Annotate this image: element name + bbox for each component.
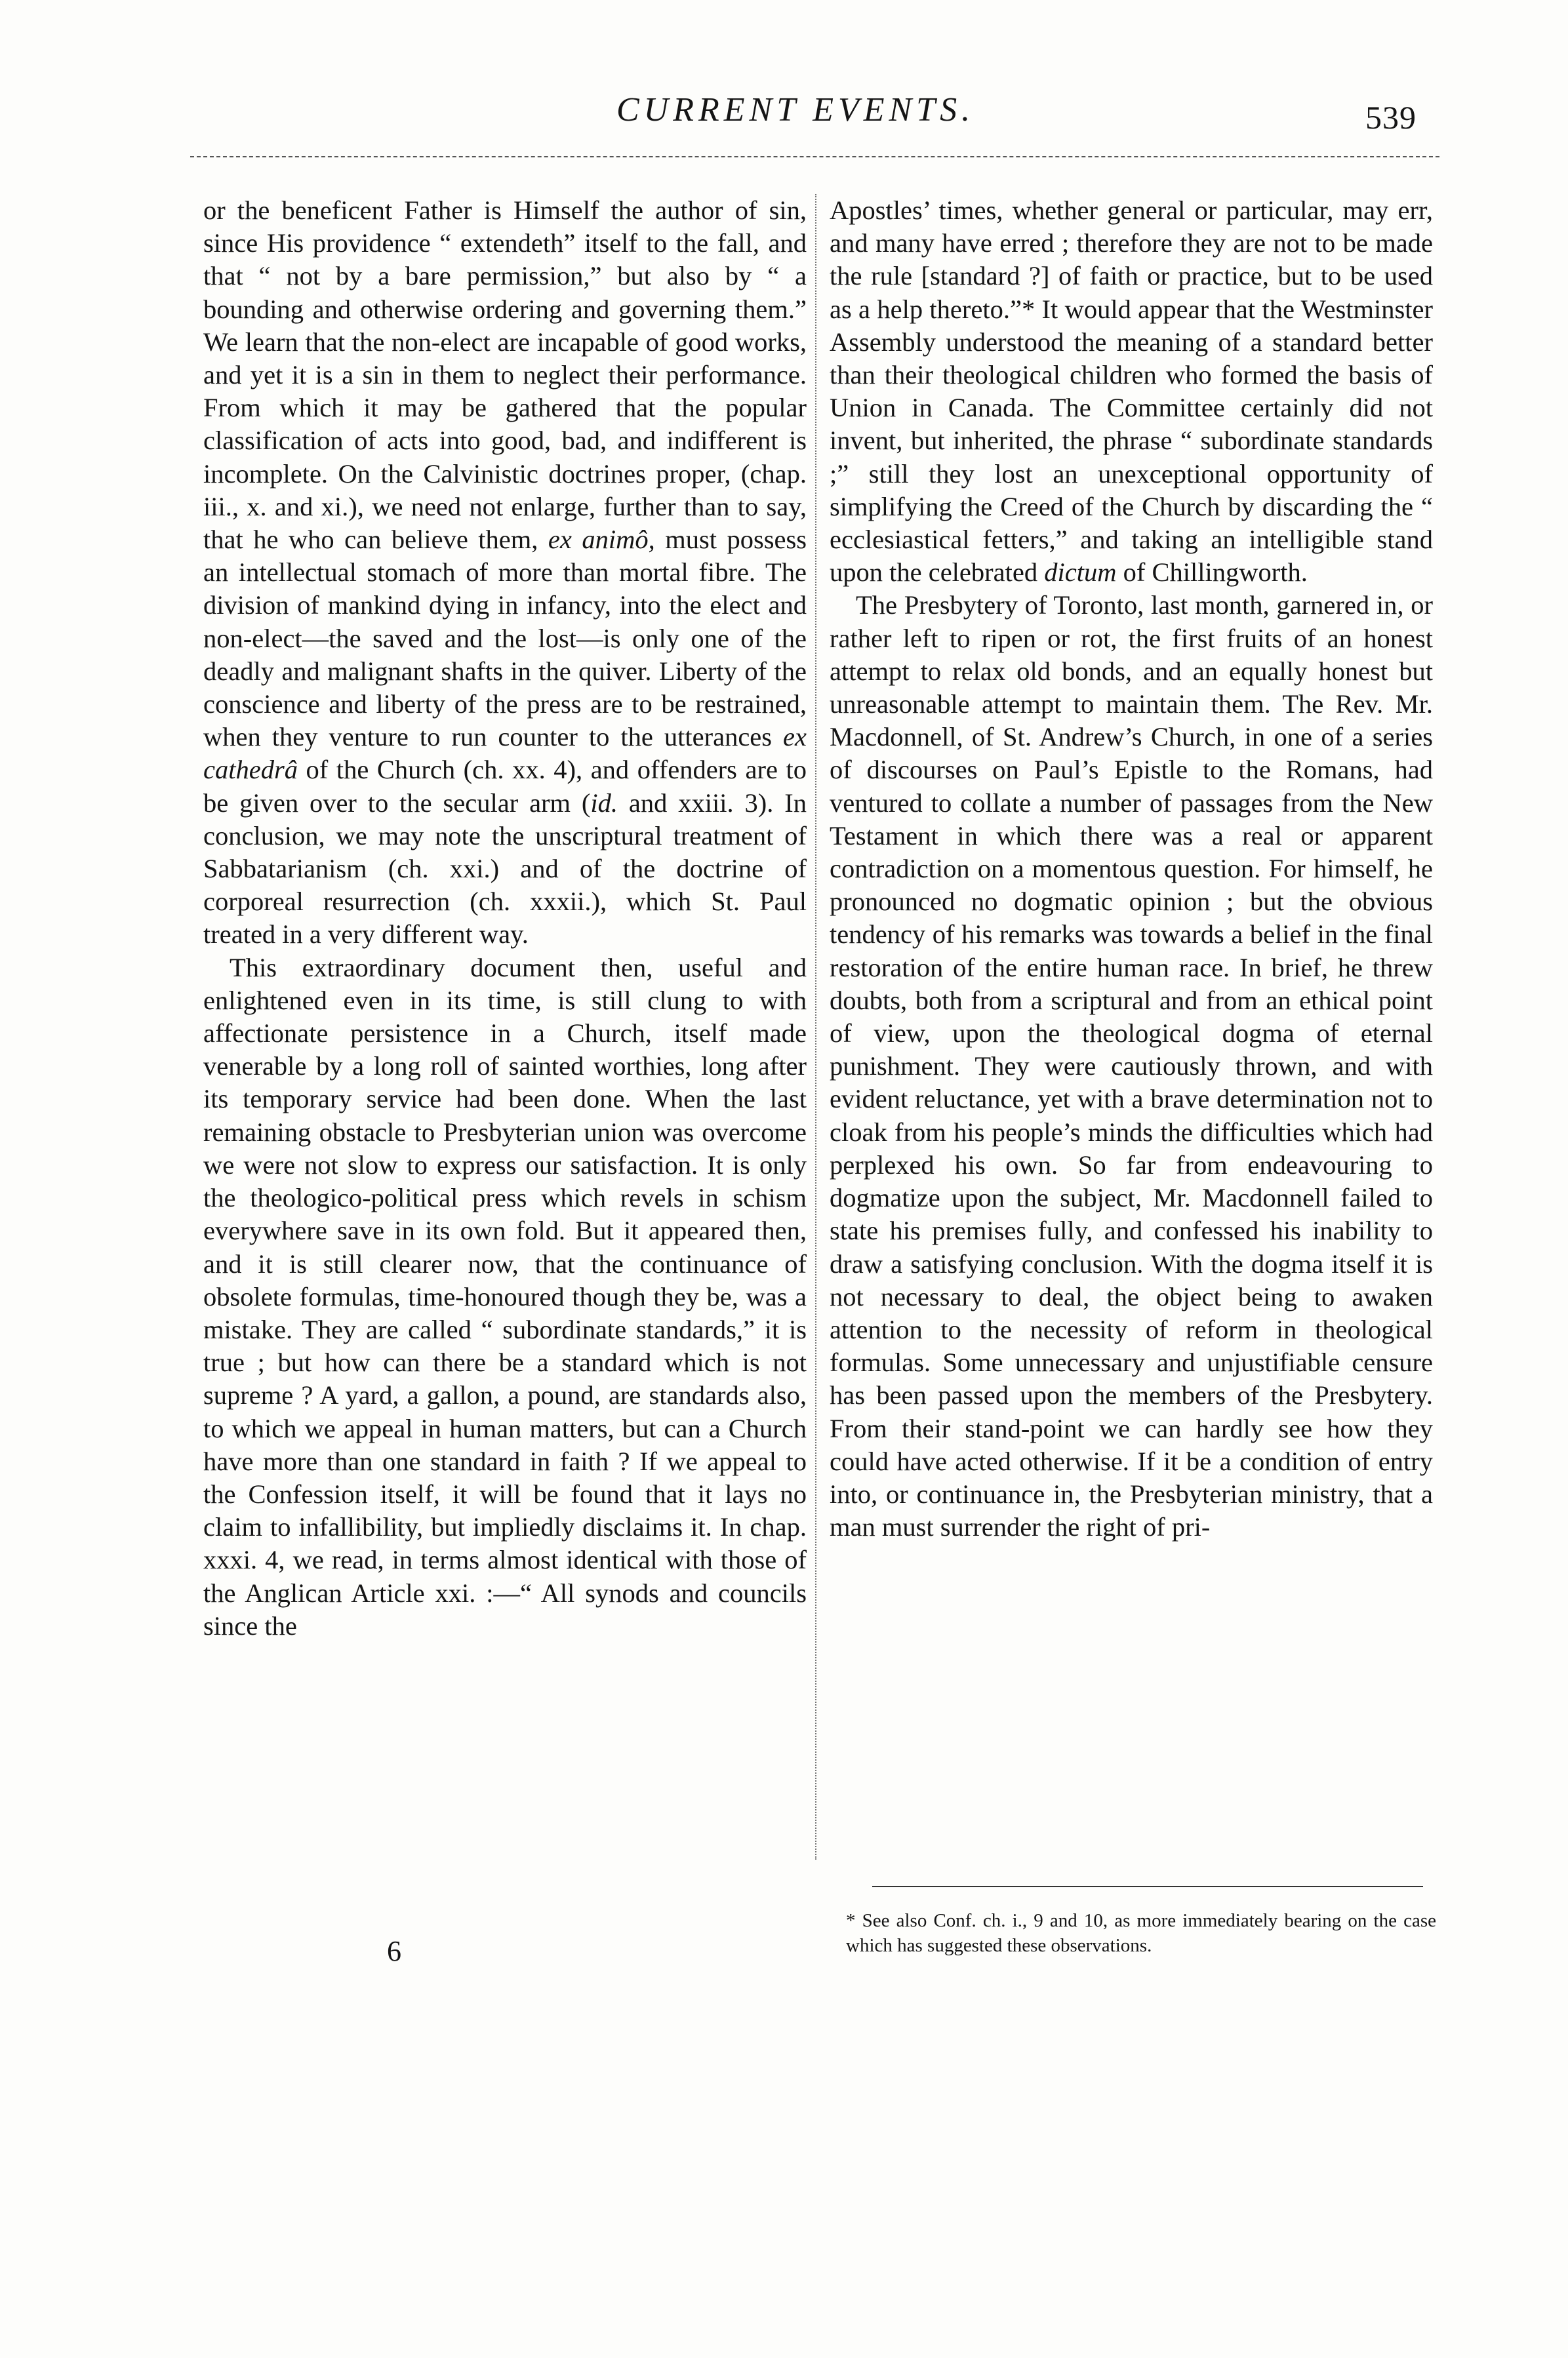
- right-p1-italic: dictum: [1044, 557, 1117, 588]
- left-paragraph-2: This extraordinary document then, useful and enlightened even in its time, is still clung to with affectionate persistence in a Church, itself made venerable by a long roll of sainted worthies, long after its temporary service had been done. When the last remaining obstacle to Presbyterian union was overcome we were not slow to express our satisfaction. It is only the theologico-political press which revels in schism everywhere save in its own fold. But it appeared then, and it is still clearer now, that the continuance of obsolete formulas, time-honoured though they be, was a mistake. They are called “ subordinate standards,” it is true ; but how can there be a standard which is not supreme ? A yard, a gallon, a pound, are standards also, to which we appeal in human matters, but can a Church have more than one standard in faith ? If we appeal to the Confession itself, it will be found that it lays no claim to infallibility, but impliedly disclaims it. In chap. xxxi. 4, we read, in terms almost identical with those of the Anglican Article xxi. :—“ All synods and councils since the: [203, 952, 807, 1641]
- signature-mark: 6: [387, 1935, 401, 1967]
- left-p1-text-b: must possess an intellectual stomach of more than mortal fibre. The division of mankind dying in infancy, into the elect and non-elect—the saved and the lost—is only one of the deadly and malignant shafts in the quiver. Liberty of the conscience and liberty of the press are to be restrained, when they venture to run counter to the utterances: [203, 525, 807, 752]
- left-p1-text-d: and xxiii. 3). In conclusion, we may note the unscriptural treatment of Sabbatarianism (ch. xxi.) and of the doctrine of corporeal resurrection (ch. xxxii.), which St. Paul treated in a very different way.: [203, 788, 807, 949]
- left-p1-italic-2: ex cathedrâ: [203, 722, 807, 785]
- left-paragraph-1: [203, 194, 807, 951]
- left-p1-italic-3: id.: [590, 788, 618, 818]
- left-p1-text-c: of the Church (ch. xx. 4), and offenders are to be given over to the secular arm (: [203, 755, 807, 818]
- left-p1-text: or the beneficent Father is Himself the author of sin, since His providence “ extendeth” itself to the fall, and that “ not by a bare permission,” but also by “ a bounding and otherwise ordering and governing them.” We learn that the non-elect are incapable of good works, and yet it is a sin in them to neglect their performance. From which it may be gathered that the popular classification of acts into good, bad, and indifferent is incomplete. On the Calvinistic doctrines proper, (chap. iii., x. and xi.), we need not enlarge, further than to say, that he who can believe them,: [203, 195, 807, 555]
- right-paragraph-2: The Presbytery of Toronto, last month, garnered in, or rather left to ripen or rot, the first fruits of an honest attempt to relax old bonds, and an equally honest but unreasonable attempt to maintain them. The Rev. Mr. Macdonnell, of St. Andrew’s Church, in one of a series of discourses on Paul’s Epistle to the Romans, had ventured to collate a number of passages from the New Testament in which there was a real or apparent contradiction on a momentous question. For himself, he pronounced no dogmatic opinion ; but the obvious tendency of his remarks was towards a belief in the final restoration of the entire human race. In brief, he threw doubts, both from a scriptural and from an ethical point of view, upon the theological dogma of eternal punishment. They were cautiously thrown, and with evident reluctance, yet with a brave determination not to cloak from his people’s minds the difficulties which had perplexed his own. So far from endeavouring to dogmatize upon the subject, Mr. Macdonnell failed to state his premises fully, and confessed his inability to draw a satisfying conclusion. With the dogma itself it is not necessary to deal, the object being to awaken attention to the necessity of reform in theological formulas. Some unnecessary and unjustifiable censure has been passed upon the members of the Presbytery. From their stand-point we can hardly see how they could have acted otherwise. If it be a condition of entry into, or continuance in, the Presbyterian ministry, that a man must surrender the right of pri-: [830, 590, 1433, 1542]
- page-number: 539: [1365, 99, 1417, 136]
- header-rule: [190, 156, 1439, 157]
- column-divider: [815, 194, 816, 1860]
- left-p1-italic: ex animô,: [548, 525, 655, 555]
- right-column: [830, 194, 1433, 1544]
- right-p1-text: Apostles’ times, whether general or particular, may err, and many have erred ; therefore they are not to be made the rule [standard ?] of faith or practice, but to be used as a help thereto.”* It would appear that the Westminster Assembly understood the meaning of a standard better than their theological children who formed the basis of Union in Canada. The Committee certainly did not invent, but inherited, the phrase “ subordinate standards ;” still they lost an unexceptional opportunity of simplifying the Creed of the Church by discarding the “ ecclesiastical fetters,” and taking an intelligible stand upon the celebrated: [830, 195, 1433, 588]
- right-paragraph-1: [830, 194, 1433, 589]
- footnote-rule: [872, 1886, 1423, 1887]
- right-p1-text-b: of Chillingworth.: [1116, 557, 1308, 588]
- footnote: * See also Conf. ch. i., 9 and 10, as more immediately bearing on the case which has suggested these observations.: [846, 1910, 1436, 1956]
- left-column: [203, 194, 807, 1643]
- running-head: CURRENT EVENTS.: [616, 91, 975, 129]
